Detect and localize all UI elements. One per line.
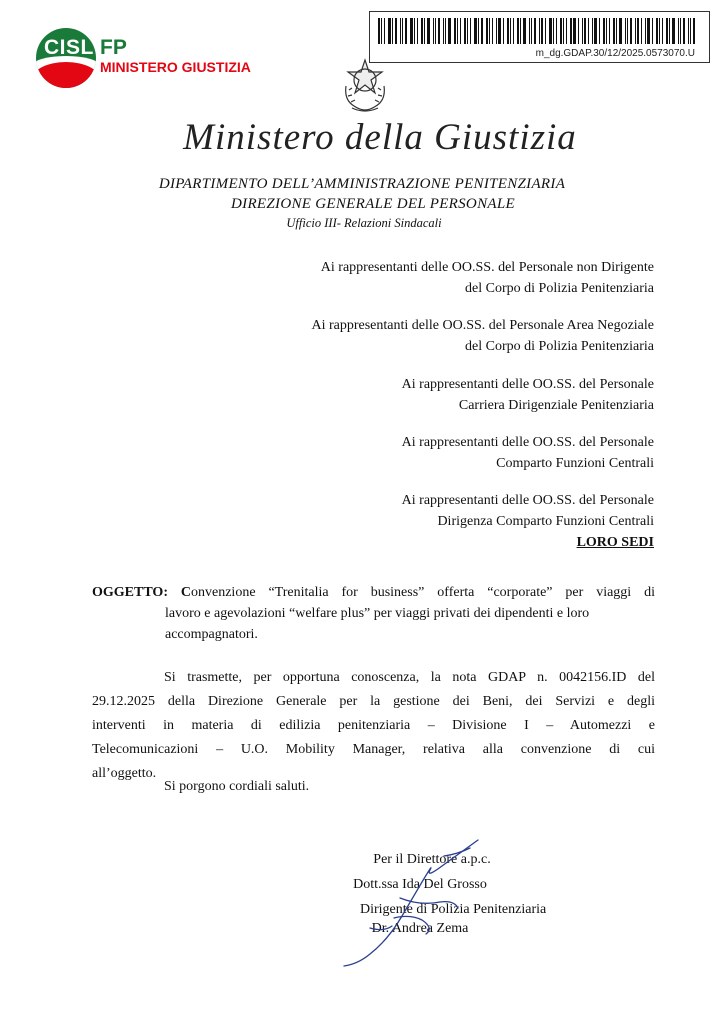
addressee-line: Ai rappresentanti delle OO.SS. del Personale [401, 435, 654, 450]
logo-subtitle: MINISTERO GIUSTIZIA [100, 59, 251, 75]
addressee-block [402, 374, 654, 416]
addressee-line: Carriera Dirigenziale Penitenziaria [458, 398, 654, 413]
addressee-line: Comparto Funzioni Centrali [496, 456, 654, 471]
cisl-fp-logo [36, 28, 276, 88]
signature-name: Dott.ssa Ida Del Grosso [353, 877, 487, 892]
addressee-line: del Corpo di Polizia Penitenziaria [465, 281, 654, 296]
loro-sedi: LORO SEDI [576, 535, 654, 550]
addressee-block [402, 490, 654, 553]
body-line: 29.12.2025 della Direzione Generale per la gestione dei Beni, dei Servizi e degli [92, 694, 655, 709]
subject-text: onvenzione “Trenitalia for business” offerta “corporate” per viaggi di [191, 585, 655, 600]
subject-line: accompagnatori. [165, 627, 258, 642]
signature-role: Per il Direttore a.p.c. [373, 852, 491, 867]
signature-title: Dirigente di Polizia Penitenziaria [360, 902, 547, 917]
signature-signer: Dr. Andrea Zema [371, 921, 469, 936]
addressee-block [321, 257, 654, 299]
body-line: all’oggetto. [92, 766, 157, 781]
body-line: Telecomunicazioni – U.O. Mobility Manager, relativa alla convenzione di cui [92, 742, 655, 757]
subject-line [92, 585, 655, 601]
office-name: Ufficio III- Relazioni Sindacali [286, 216, 442, 230]
addressee-block [311, 315, 654, 357]
protocol-number: m_dg.GDAP.30/12/2025.0573070.U [535, 48, 695, 59]
directorate-name: DIREZIONE GENERALE DEL PERSONALE [231, 196, 515, 212]
department-name: DIPARTIMENTO DELL’AMMINISTRAZIONE PENITENZIARIA [158, 176, 566, 192]
greeting: Si porgono cordiali saluti. [164, 779, 310, 794]
logo-suffix: FP [100, 36, 127, 59]
ministry-heading: Ministero della Giustizia [183, 117, 577, 158]
addressee-line: Ai rappresentanti delle OO.SS. del Personale [401, 493, 654, 508]
subject-line: lavoro e agevolazioni “welfare plus” per viaggi privati dei dipendenti e loro [165, 606, 590, 621]
handwritten-signature [330, 836, 500, 970]
addressee-line: Ai rappresentanti delle OO.SS. del Personale Area Negoziale [311, 318, 654, 333]
body-line: interventi in materia di edilizia penitenziaria – Divisione I – Automezzi e [92, 718, 655, 733]
body-line: Si trasmette, per opportuna conoscenza, la nota GDAP n. 0042156.ID del [164, 670, 655, 685]
subject-label: OGGETTO: C [92, 585, 191, 600]
addressee-block [402, 432, 654, 474]
protocol-stamp [369, 11, 710, 63]
italian-republic-emblem-icon [340, 56, 390, 114]
barcode-icon [378, 18, 700, 44]
logo-brand: CISL [44, 36, 94, 59]
addressee-line: Ai rappresentanti delle OO.SS. del Personale non Dirigente [320, 260, 654, 275]
addressee-line: Ai rappresentanti delle OO.SS. del Personale [401, 377, 654, 392]
addressee-line: del Corpo di Polizia Penitenziaria [465, 339, 654, 354]
addressee-line: Dirigenza Comparto Funzioni Centrali [437, 514, 654, 529]
